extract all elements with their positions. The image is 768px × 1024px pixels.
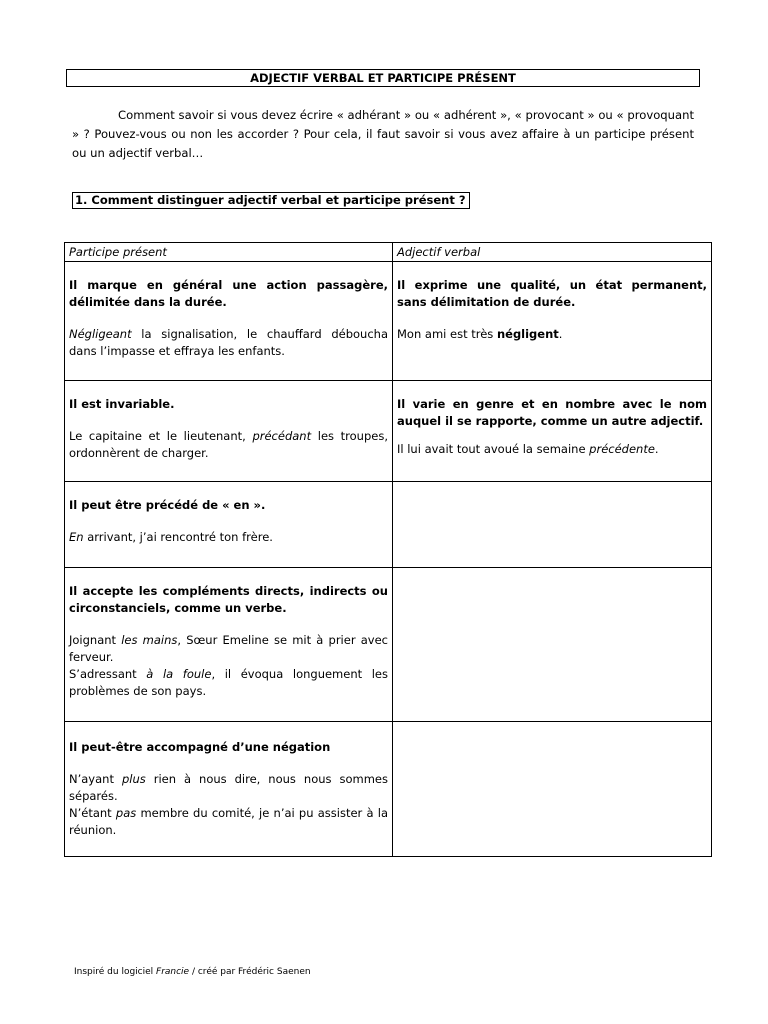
example-pre: N’étant [69,806,116,820]
footer-post: / créé par Frédéric Saenen [189,967,311,977]
comparison-table [64,242,712,857]
cell-participe [65,482,393,568]
example-post: , Sœur Emeline se mit à prier avec ferveur. [69,633,388,664]
cell-adjectif-empty [393,722,712,857]
section-heading-1: 1. Comment distinguer adjectif verbal et participe présent ? [72,192,470,209]
footer-pre: Inspiré du logiciel [74,967,157,977]
example-post: . [654,442,659,456]
rule-text: Il accepte les compléments directs, indirects ou circonstanciels, comme un verbe. [69,584,388,615]
header-adjectif-verbal: Adjectif verbal [393,243,712,262]
example-italic: à la foule [146,667,212,681]
rule-text: Il peut être précédé de « en ». [69,498,266,512]
example-post: rien à nous dire, nous nous sommes séparés. [69,772,388,803]
example-pre: Mon ami est très [397,327,497,341]
cell-participe [65,381,393,482]
example-italic: les mains [121,633,178,647]
example-italic: plus [121,772,146,786]
rule-text: Il exprime une qualité, un état permanent, sans délimitation de durée. [397,278,707,309]
example-text [69,529,388,546]
header-participe-present: Participe présent [65,243,393,262]
table-row [65,482,712,568]
example-text [397,326,707,343]
document-title: ADJECTIF VERBAL ET PARTICIPE PRÉSENT [66,69,700,87]
example-italic: Négligeant [69,327,132,341]
table-row [65,381,712,482]
example-bold: négligent [496,327,559,341]
example-pre: Joignant [69,633,122,647]
rule-text: Il varie en genre et en nombre avec le nom auquel il se rapporte, comme un autre adjectif. [397,397,707,428]
example-rest: la signalisation, le chauffard déboucha dans l’impasse et effraya les enfants. [69,327,388,358]
example-italic: précédant [252,429,312,443]
cell-adjectif [393,262,712,381]
example-text [69,326,388,360]
cell-adjectif [393,381,712,482]
cell-adjectif-empty [393,568,712,722]
example-text [69,666,388,700]
example-text [397,441,707,458]
example-italic: En [69,530,84,544]
example-italic: pas [115,806,137,820]
example-text [69,428,388,462]
example-text [69,632,388,666]
table-row [65,262,712,381]
table-row [65,722,712,857]
example-pre: S’adressant [69,667,147,681]
footer-credit [74,966,311,978]
rule-text: Il peut-être accompagné d’une négation [69,740,331,754]
example-pre: N’ayant [69,772,122,786]
example-post: . [558,327,563,341]
example-post: membre du comité, je n’ai pu assister à la réunion. [69,806,388,837]
example-pre: Il lui avait tout avoué la semaine [397,442,590,456]
rule-text: Il est invariable. [69,397,175,411]
cell-participe [65,262,393,381]
example-post: , il évoqua longuement les problèmes de son pays. [69,667,388,698]
example-pre: Le capitaine et le lieutenant, [69,429,253,443]
table-row [65,568,712,722]
intro-paragraph: Comment savoir si vous devez écrire « adhérant » ou « adhérent », « provocant » ou « provoquant » ? Pouvez-vous ou non les accorder ? Pour cela, il faut savoir si vous avez affaire à un participe présent ou un adjectif verbal… [72,108,694,160]
cell-adjectif-empty [393,482,712,568]
example-text [69,805,388,839]
example-text [69,771,388,805]
example-post: les troupes, ordonnèrent de charger. [69,429,388,460]
cell-participe [65,722,393,857]
footer-software-name: Francie [156,967,190,977]
table-header-row [65,243,712,262]
example-post: arrivant, j’ai rencontré ton frère. [83,530,273,544]
cell-participe [65,568,393,722]
example-italic: précédente [589,442,655,456]
rule-text: Il marque en général une action passagère, délimitée dans la durée. [69,278,388,309]
